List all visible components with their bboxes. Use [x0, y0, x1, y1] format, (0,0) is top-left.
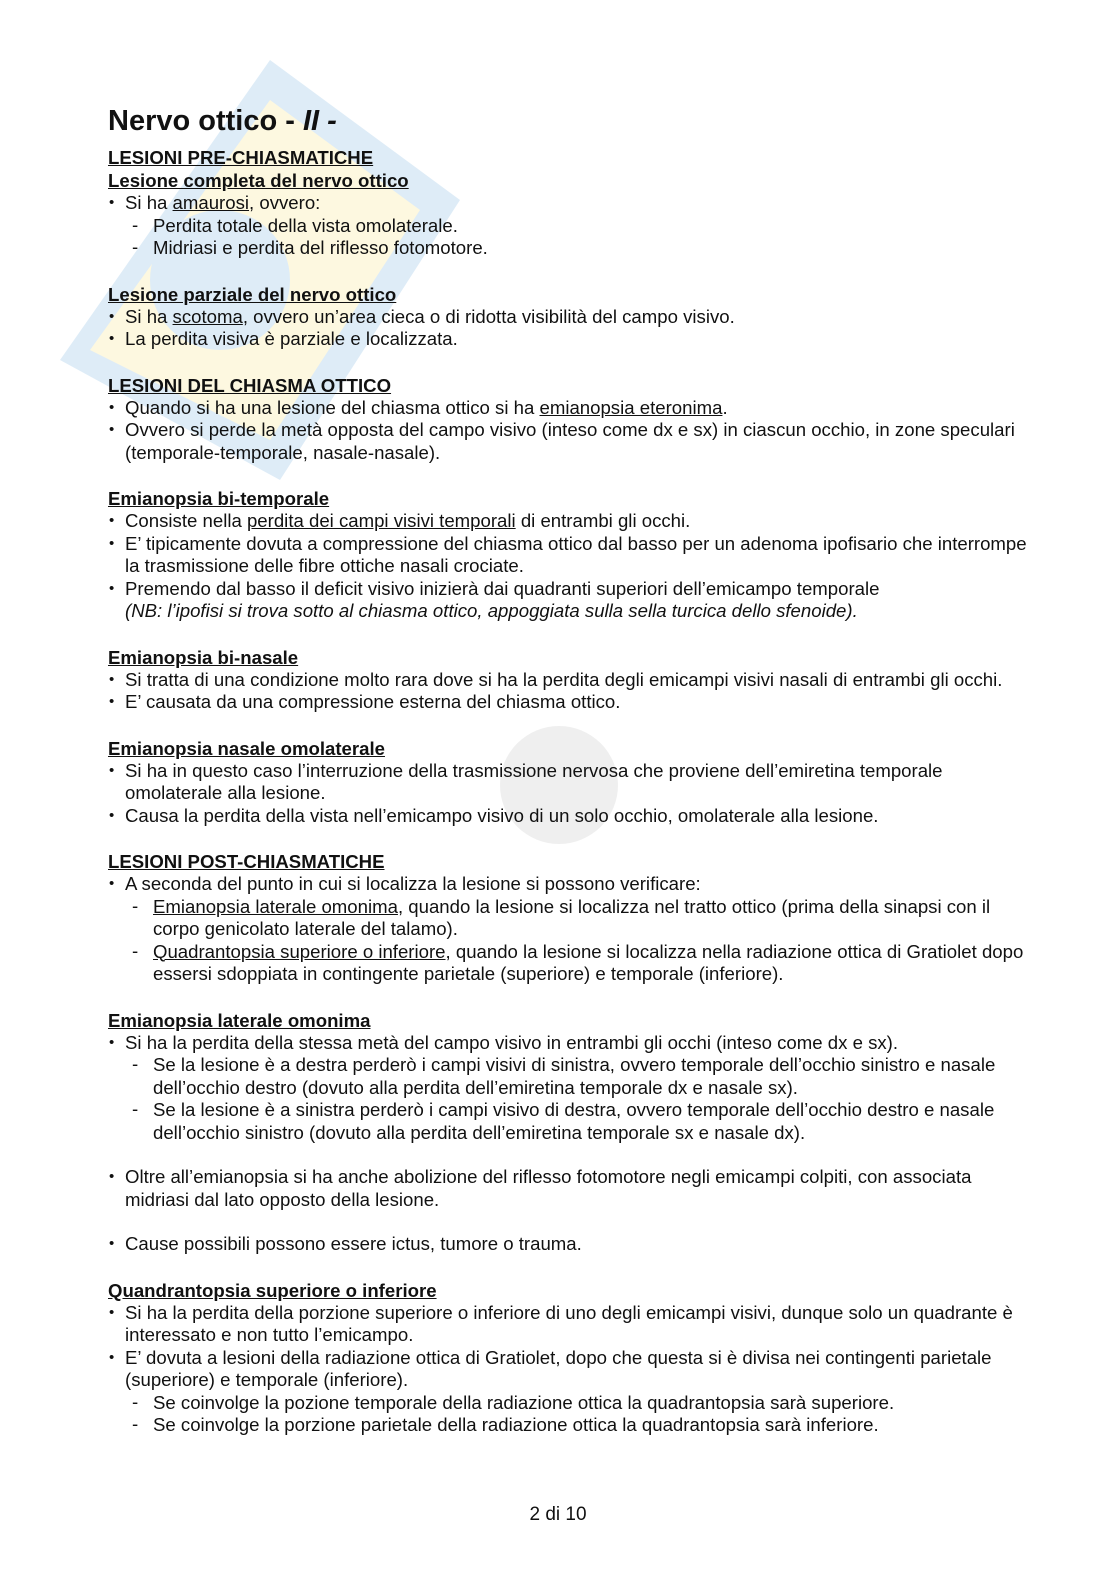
list-item: • Si ha la perdita della porzione superiore o inferiore di uno degli emicampi visivi, dunque solo un quadrante è interessato e non tutto l’emicampo.: [108, 1302, 1028, 1347]
bullet-list: [108, 669, 1028, 714]
bullet-list: [108, 1302, 1028, 1437]
list-item: • Si ha amaurosi, ovvero: - Perdita totale della vista omolaterale. - Midriasi e perdita del riflesso fotomotore.: [108, 192, 1028, 260]
list-item: - Perdita totale della vista omolaterale.: [108, 215, 1028, 238]
bullet-list: [108, 306, 1028, 351]
bullet-list: [108, 1032, 1028, 1145]
list-item: • Oltre all’emianopsia si ha anche abolizione del riflesso fotomotore negli emicampi colpiti, con associata midriasi dal lato opposto della lesione.: [108, 1166, 1028, 1211]
list-item: • Quando si ha una lesione del chiasma ottico si ha emianopsia eteronima.: [108, 397, 1028, 420]
list-item: • E’ causata da una compressione esterna del chiasma ottico.: [108, 691, 1028, 714]
bullet-list: [108, 397, 1028, 465]
list-item: • Cause possibili possono essere ictus, tumore o trauma.: [108, 1233, 1028, 1256]
list-item: - Midriasi e perdita del riflesso fotomotore.: [108, 237, 1028, 260]
list-item: • Si tratta di una condizione molto rara dove si ha la perdita degli emicampi visivi nasali di entrambi gli occhi.: [108, 669, 1028, 692]
list-item: • E’ tipicamente dovuta a compressione del chiasma ottico dal basso per un adenoma ipofisario che interrompe la trasmissione delle fibre ottiche nasali crociate.: [108, 533, 1028, 578]
bullet-list: [108, 873, 1028, 986]
subheading-bi-nasale: Emianopsia bi-nasale: [108, 646, 299, 668]
list-item: - Se coinvolge la pozione temporale della radiazione ottica la quadrantopsia sarà superiore.: [108, 1392, 1028, 1415]
document-page: [108, 103, 1028, 1437]
subheading-bi-temporale: Emianopsia bi-temporale: [108, 488, 330, 509]
section-heading-post-chiasmatiche: LESIONI POST-CHIASMATICHE: [108, 851, 385, 872]
list-item: • Premendo dal basso il deficit visivo inizierà dai quadranti superiori dell’emicampo temporale (NB: l’ipofisi si trova sotto al chiasma ottico, appoggiata sulla sella turcica dello sfenoide).: [108, 578, 1028, 623]
page-title: Nervo ottico - II -: [108, 105, 337, 137]
bullet-list: [108, 1233, 1028, 1256]
subheading-lesione-completa: Lesione completa del nervo ottico: [108, 170, 409, 191]
list-item: • E’ dovuta a lesioni della radiazione ottica di Gratiolet, dopo che questa si è divisa nei contingenti parietale (superiore) e temporale (inferiore). - Se coinvolge la pozione temporale della radiazione ottica la quadrantopsia sarà superiore. - Se coinvolge la porzione parietale della radiazione ottica la quadrantopsia sarà inferiore.: [108, 1347, 1028, 1437]
subheading-quadrantopsia: Quandrantopsia superiore o inferiore: [108, 1279, 437, 1301]
list-item: - Se la lesione è a sinistra perderò i campi visivo di destra, ovvero temporale dell’occhio destro e nasale dell’occhio sinistro (dovuto alla perdita dell’emiretina temporale sx e nasale dx).: [108, 1099, 1028, 1144]
list-item: • Consiste nella perdita dei campi visivi temporali di entrambi gli occhi.: [108, 510, 1028, 533]
subheading-nasale-omolaterale: Emianopsia nasale omolaterale: [108, 737, 385, 759]
bullet-list: [108, 1166, 1028, 1211]
list-item: - Se coinvolge la porzione parietale della radiazione ottica la quadrantopsia sarà inferiore.: [108, 1414, 1028, 1437]
bullet-list: [108, 510, 1028, 623]
list-item: • Si ha in questo caso l’interruzione della trasmissione nervosa che proviene dell’emiretina temporale omolaterale alla lesione.: [108, 760, 1028, 805]
subheading-laterale-omonima: Emianopsia laterale omonima: [108, 1009, 371, 1031]
bullet-list: [108, 192, 1028, 260]
list-item: • La perdita visiva è parziale e localizzata.: [108, 328, 1028, 351]
list-item: • A seconda del punto in cui si localizza la lesione si possono verificare: - Emianopsia laterale omonima, quando la lesione si localizza nel tratto ottico (prima della sinapsi con il corpo genicolato laterale del talamo). - Quadrantopsia superiore o inferiore, quando la lesione si localizza nella radiazione ottica di Gratiolet dopo essersi sdoppiata in contingente parietale (superiore) e temporale (inferiore).: [108, 873, 1028, 986]
list-item: - Emianopsia laterale omonima, quando la lesione si localizza nel tratto ottico (prima della sinapsi con il corpo genicolato laterale del talamo).: [108, 896, 1028, 941]
section-heading-pre-chiasmatiche: LESIONI PRE-CHIASMATICHE: [108, 147, 374, 168]
subheading-lesione-parziale: Lesione parziale del nervo ottico: [108, 283, 397, 305]
list-item: - Quadrantopsia superiore o inferiore, quando la lesione si localizza nella radiazione ottica di Gratiolet dopo essersi sdoppiata in contingente parietale (superiore) e temporale (inferiore).: [108, 941, 1028, 986]
section-heading-chiasma: LESIONI DEL CHIASMA OTTICO: [108, 374, 392, 396]
list-item: • Si ha scotoma, ovvero un’area cieca o di ridotta visibilità del campo visivo.: [108, 306, 1028, 329]
list-item: • Causa la perdita della vista nell’emicampo visivo di un solo occhio, omolaterale alla lesione.: [108, 805, 1028, 828]
page-number: 2 di 10: [529, 1504, 587, 1525]
list-item: - Se la lesione è a destra perderò i campi visivi di sinistra, ovvero temporale dell’occhio sinistro e nasale dell’occhio destro (dovuto alla perdita dell’emiretina temporale dx e nasale sx).: [108, 1054, 1028, 1099]
bullet-list: [108, 760, 1028, 828]
list-item: • Si ha la perdita della stessa metà del campo visivo in entrambi gli occhi (inteso come dx e sx). - Se la lesione è a destra perderò i campi visivi di sinistra, ovvero temporale dell’occhio sinistro e nasale dell’occhio destro (dovuto alla perdita dell’emiretina temporale dx e nasale sx). - Se la lesione è a sinistra perderò i campi visivo di destra, ovvero temporale dell’occhio destro e nasale dell’occhio sinistro (dovuto alla perdita dell’emiretina temporale sx e nasale dx).: [108, 1032, 1028, 1145]
list-item: • Ovvero si perde la metà opposta del campo visivo (inteso come dx e sx) in ciascun occhio, in zone speculari (temporale-temporale, nasale-nasale).: [108, 419, 1028, 464]
